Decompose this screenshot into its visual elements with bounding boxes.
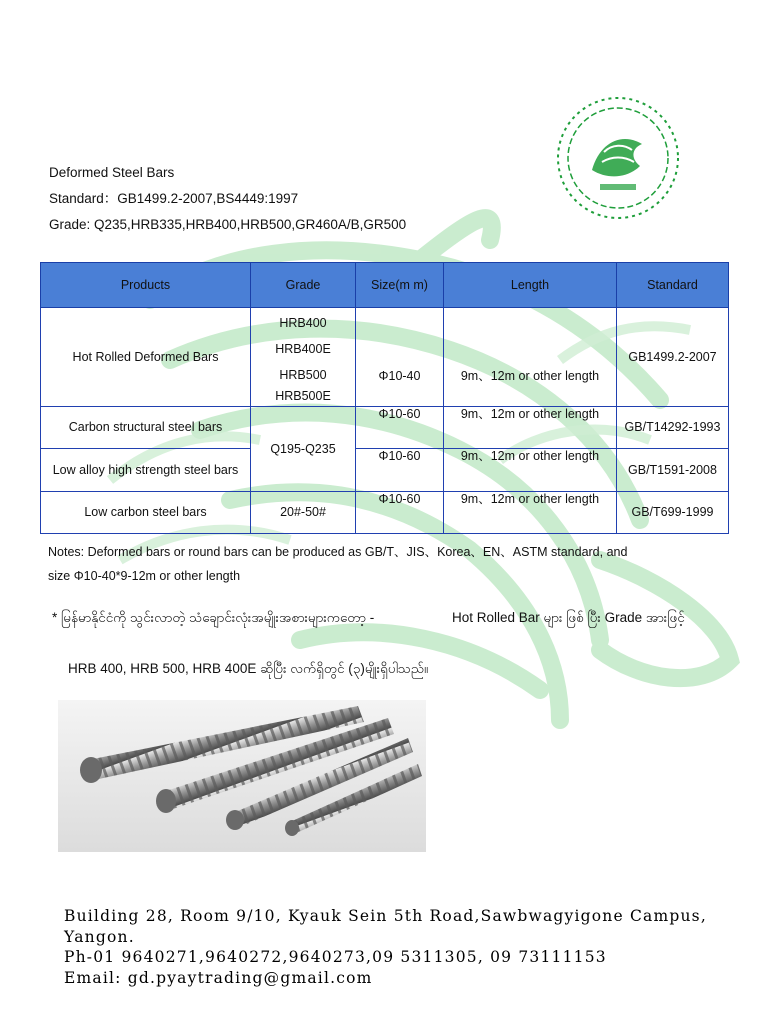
- notes-line: Notes: Deformed bars or round bars can be produced as GB/T、JIS、Korea、EN、ASTM standard, and: [48, 545, 628, 559]
- table-row: [41, 308, 729, 407]
- cell-size: Φ10-60: [356, 407, 444, 449]
- grade-line: Grade: Q235,HRB335,HRB400,HRB500,GR460A/B,GR500: [49, 217, 407, 232]
- company-seal-logo: [552, 92, 684, 224]
- cell-size: Φ10-60: [356, 449, 444, 492]
- contact-footer: [64, 906, 754, 988]
- cell-product: Hot Rolled Deformed Bars: [41, 308, 251, 407]
- cell-standard: GB/T1591-2008: [617, 449, 729, 492]
- table-row: [41, 492, 729, 534]
- table-row: [41, 449, 729, 492]
- notes-block: [48, 540, 627, 588]
- cell-length: 9m、12m or other length: [444, 407, 617, 449]
- cell-product: Low alloy high strength steel bars: [41, 449, 251, 492]
- cell-size: Φ10-60: [356, 492, 444, 534]
- col-header-products: Products: [41, 263, 251, 308]
- table-row: [41, 407, 729, 449]
- col-header-length: Length: [444, 263, 617, 308]
- grade-item: HRB400: [279, 316, 327, 330]
- document-title: Deformed Steel Bars: [49, 165, 175, 180]
- email-line: Email: gd.pyaytrading@gmail.com: [64, 968, 373, 987]
- address-line: Building 28, Room 9/10, Kyauk Sein 5th Road,Sawbwagyigone Campus,: [64, 907, 707, 925]
- table-header-row: [41, 263, 729, 308]
- cell-product: Low carbon steel bars: [41, 492, 251, 534]
- grade-item: HRB400E: [275, 342, 331, 356]
- cell-grade: [251, 308, 356, 407]
- cell-grade-merged: Q195-Q235: [251, 407, 356, 492]
- notes-line: size Φ10-40*9-12m or other length: [48, 569, 241, 583]
- col-header-size: Size(m m): [356, 263, 444, 308]
- cell-length: 9m、12m or other length: [444, 308, 617, 407]
- cell-standard: GB/T14292-1993: [617, 407, 729, 449]
- spec-table: [40, 262, 729, 534]
- address-line: Yangon.: [64, 927, 135, 946]
- cell-product: Carbon structural steel bars: [41, 407, 251, 449]
- col-header-standard: Standard: [617, 263, 729, 308]
- document-header: [49, 160, 406, 238]
- myanmar-line-2: HRB 400, HRB 500, HRB 400E ဆိုပြီး လက်ရှိတွင် (၃)မျိုးရှိပါသည်။: [68, 661, 429, 676]
- cell-size: Φ10-40: [356, 308, 444, 407]
- cell-grade: 20#-50#: [251, 492, 356, 534]
- col-header-grade: Grade: [251, 263, 356, 308]
- grade-item: HRB500E: [275, 389, 331, 403]
- phone-line: Ph-01 9640271,9640272,9640273,09 5311305, 09 73111153: [64, 948, 607, 966]
- standard-line: Standard：GB1499.2-2007,BS4449:1997: [49, 191, 299, 206]
- cell-length: 9m、12m or other length: [444, 492, 617, 534]
- grade-item: HRB500: [279, 368, 327, 382]
- cell-standard: GB1499.2-2007: [617, 308, 729, 407]
- cell-length: 9m、12m or other length: [444, 449, 617, 492]
- myanmar-line-1: [52, 609, 685, 629]
- myanmar-text-grade: Hot Rolled Bar များ ဖြစ် ပြီး Grade အားဖြင့်: [452, 610, 685, 625]
- steel-bars-photo: [58, 700, 426, 852]
- cell-standard: GB/T699-1999: [617, 492, 729, 534]
- myanmar-text: * မြန်မာနိုင်ငံကို သွင်းလာတဲ့ သံချောင်းလုံးအမျိုးအစားများကတော့ -: [52, 610, 375, 625]
